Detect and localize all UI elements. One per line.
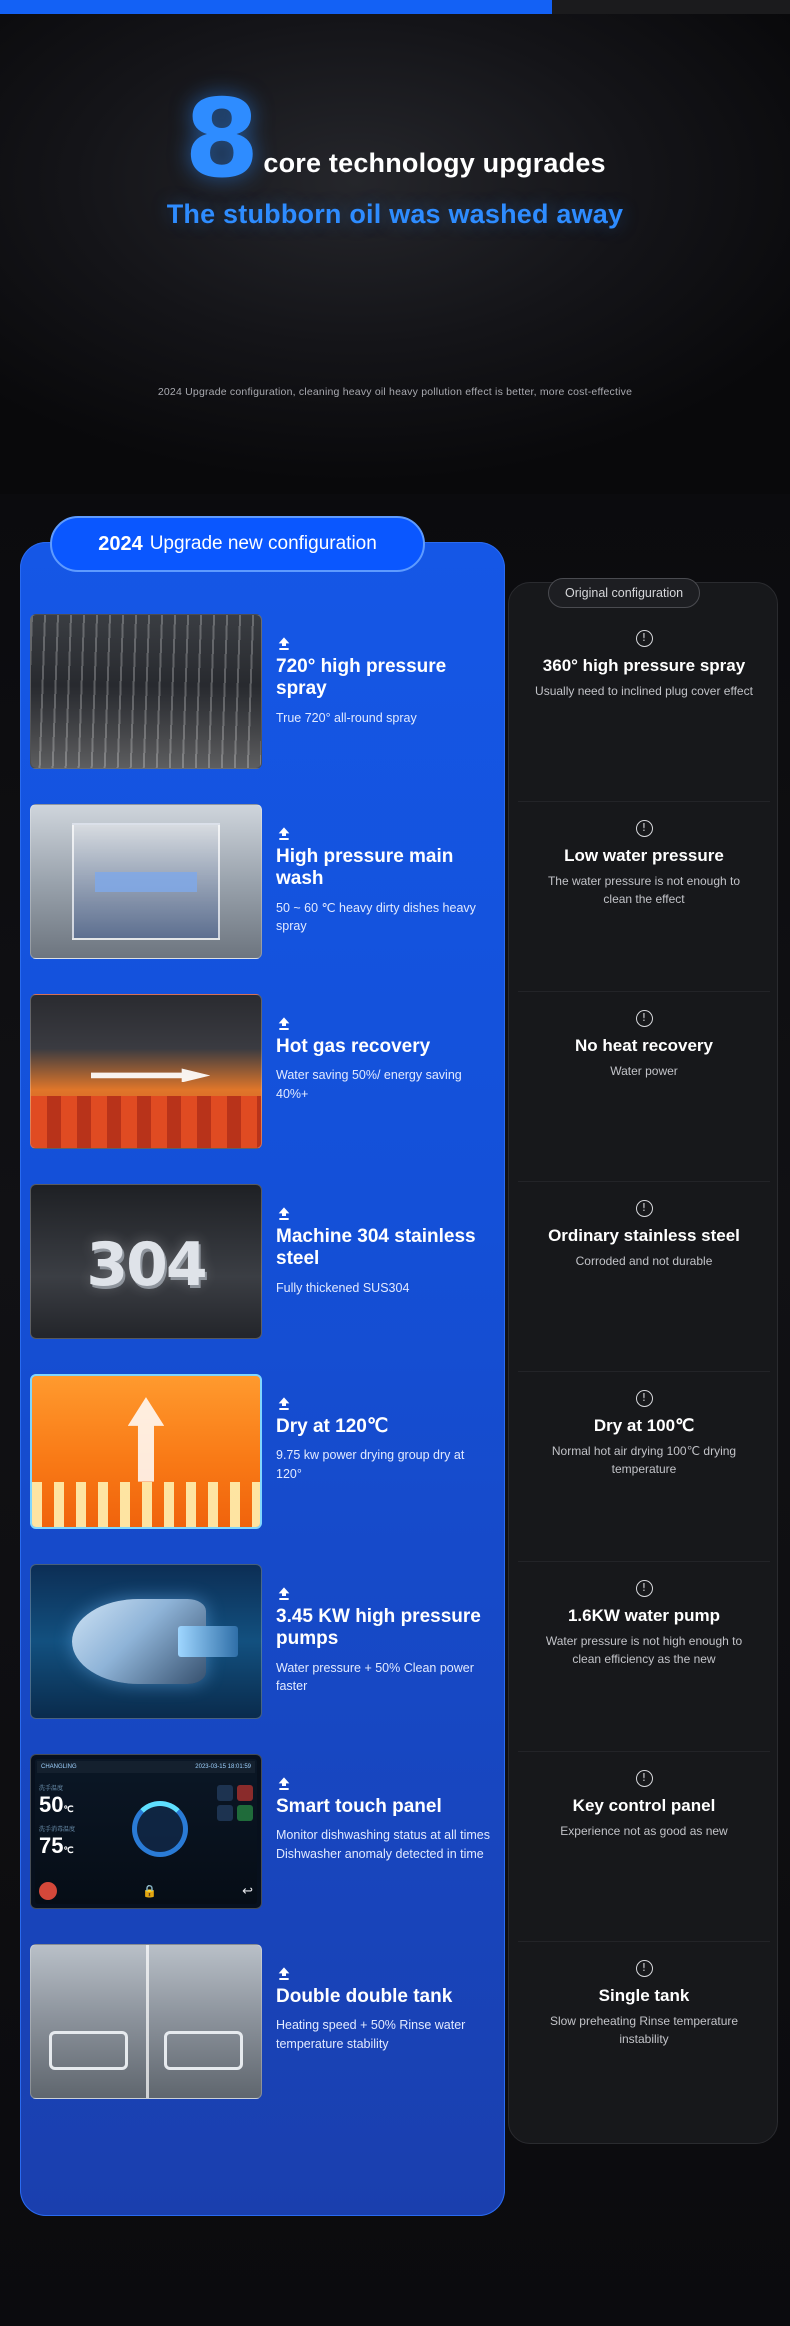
warning-icon: ! xyxy=(636,1200,653,1217)
list-item xyxy=(30,614,495,804)
new-configuration-year: 2024 xyxy=(98,532,143,555)
upgrade-arrow-icon xyxy=(276,1206,292,1222)
cycle-indicator-icon xyxy=(132,1801,188,1857)
list-item xyxy=(518,1752,770,1942)
play-button-icon xyxy=(39,1882,57,1900)
panel-readouts xyxy=(39,1783,75,1859)
feature-title: Double double tank xyxy=(276,1986,453,2007)
panel-label-top: 洗手温度 xyxy=(39,1786,64,1792)
old-feature-title: Key control panel xyxy=(572,1796,716,1815)
upgrade-arrow-icon xyxy=(276,1966,292,1982)
panel-value-top: 50℃ xyxy=(39,1792,74,1817)
panel-label-bottom: 洗手消毒温度 xyxy=(39,1827,76,1833)
upgrade-arrow-icon xyxy=(276,1586,292,1602)
old-feature-desc: The water pressure is not enough to clean the effect xyxy=(547,874,741,906)
panel-icon-3 xyxy=(217,1805,233,1821)
feature-text xyxy=(276,614,491,727)
old-feature-desc: Experience not as good as new xyxy=(560,1824,728,1839)
feature-desc: Fully thickened SUS304 xyxy=(276,1280,410,1295)
drying-heat-photo xyxy=(30,1374,262,1529)
upgrade-arrow-icon xyxy=(276,1776,292,1792)
old-feature-desc: Corroded and not durable xyxy=(575,1254,713,1269)
feature-desc: Water pressure + 50% Clean power faster xyxy=(276,1660,474,1693)
top-accent-bar xyxy=(0,0,790,14)
stainless-304-photo: 304 xyxy=(30,1184,262,1339)
hero-subheadline: The stubborn oil was washed away xyxy=(166,198,624,229)
list-item xyxy=(30,1754,495,1944)
feature-desc: 50 ~ 60 ℃ heavy dirty dishes heavy spray xyxy=(276,900,476,933)
feature-text xyxy=(276,994,491,1103)
old-feature-title: 1.6KW water pump xyxy=(567,1606,721,1625)
panel-brand: CHANGLING xyxy=(41,1764,77,1770)
warning-icon: ! xyxy=(636,1960,653,1977)
feature-title: 3.45 KW high pressure pumps xyxy=(276,1606,481,1650)
list-item xyxy=(30,1184,495,1374)
warning-icon: ! xyxy=(636,1770,653,1787)
list-item xyxy=(518,1942,770,2132)
feature-title: 720° high pressure spray xyxy=(276,656,447,700)
feature-title: Hot gas recovery xyxy=(276,1036,431,1057)
panel-timestamp: 2023-03-15 18:01:59 xyxy=(195,1764,251,1770)
warning-icon: ! xyxy=(636,630,653,647)
old-feature-desc: Normal hot air drying 100℃ drying temperature xyxy=(551,1444,737,1476)
list-item xyxy=(30,994,495,1184)
spray-jets-photo xyxy=(30,614,262,769)
water-pump-photo xyxy=(30,1564,262,1719)
heat-recovery-photo xyxy=(30,994,262,1149)
feature-title: High pressure main wash xyxy=(276,846,454,890)
hero-headline: core technology upgrades xyxy=(263,147,606,178)
original-configuration-badge: Original configuration xyxy=(548,578,700,608)
list-item xyxy=(30,804,495,994)
list-item xyxy=(30,1374,495,1564)
list-item xyxy=(518,612,770,802)
list-item xyxy=(518,802,770,992)
feature-text xyxy=(276,1944,491,2053)
old-feature-desc: Water power xyxy=(610,1064,678,1079)
feature-text xyxy=(276,1374,491,1483)
feature-text xyxy=(276,1184,491,1297)
panel-icon-grid xyxy=(217,1785,253,1821)
panel-value-bottom: 75℃ xyxy=(39,1833,74,1858)
top-accent-fill xyxy=(0,0,552,14)
lock-icon: 🔒 xyxy=(142,1884,158,1898)
old-feature-title: Single tank xyxy=(598,1986,690,2005)
back-arrow-icon: ↩ xyxy=(242,1883,253,1898)
old-feature-desc: Water pressure is not high enough to clean efficiency as the new xyxy=(545,1634,743,1666)
touch-panel-photo xyxy=(30,1754,262,1909)
feature-text xyxy=(276,1754,491,1863)
panel-statusbar xyxy=(37,1761,255,1773)
feature-title: Machine 304 stainless steel xyxy=(276,1226,476,1270)
warning-icon: ! xyxy=(636,1390,653,1407)
hero-line-one xyxy=(0,77,790,202)
hero-note: 2024 Upgrade configuration, cleaning heavy oil heavy pollution effect is better, more cost-effective xyxy=(157,386,633,398)
upgrade-arrow-icon xyxy=(276,1016,292,1032)
feature-title: Dry at 120℃ xyxy=(276,1416,389,1437)
panel-icon-4 xyxy=(237,1805,253,1821)
feature-title: Smart touch panel xyxy=(276,1796,442,1817)
list-item xyxy=(30,1944,495,2134)
new-feature-list xyxy=(30,614,495,2134)
upgrade-arrow-icon xyxy=(276,636,292,652)
upgrade-arrow-icon xyxy=(276,1396,292,1412)
hero-section xyxy=(0,14,790,494)
old-feature-desc: Usually need to inclined plug cover effect xyxy=(535,684,753,699)
feature-text xyxy=(276,1564,491,1695)
comparison-section xyxy=(0,494,790,2326)
warning-icon: ! xyxy=(636,1580,653,1597)
old-feature-desc: Slow preheating Rinse temperature instability xyxy=(549,2014,739,2046)
new-configuration-badge xyxy=(50,516,425,572)
new-configuration-label: Upgrade new configuration xyxy=(149,533,377,554)
original-feature-list xyxy=(518,612,770,2132)
upgrade-arrow-icon xyxy=(276,826,292,842)
old-feature-title: Dry at 100℃ xyxy=(593,1416,695,1435)
warning-icon: ! xyxy=(636,1010,653,1027)
list-item xyxy=(518,1372,770,1562)
hero-big-number: 8 xyxy=(184,77,258,202)
list-item xyxy=(518,992,770,1182)
warning-icon: ! xyxy=(636,820,653,837)
old-feature-title: No heat recovery xyxy=(575,1036,713,1055)
panel-icon-2 xyxy=(237,1785,253,1801)
old-feature-title: 360° high pressure spray xyxy=(542,656,746,675)
wash-chamber-photo xyxy=(30,804,262,959)
old-feature-title: Ordinary stainless steel xyxy=(548,1226,740,1245)
feature-desc: Water saving 50%/ energy saving 40%+ xyxy=(276,1068,462,1101)
panel-buttons xyxy=(39,1882,253,1900)
feature-desc: 9.75 kw power drying group dry at 120° xyxy=(276,1448,465,1481)
list-item xyxy=(518,1562,770,1752)
feature-desc: Monitor dishwashing status at all times Dishwasher anomaly detected in time xyxy=(276,1828,490,1861)
hero-heading-group xyxy=(0,77,790,230)
double-tank-photo xyxy=(30,1944,262,2099)
feature-text xyxy=(276,804,491,935)
feature-desc: Heating speed + 50% Rinse water temperature stability xyxy=(276,2018,466,2051)
feature-desc: True 720° all-round spray xyxy=(276,710,417,725)
list-item xyxy=(30,1564,495,1754)
list-item xyxy=(518,1182,770,1372)
old-feature-title: Low water pressure xyxy=(564,846,724,865)
panel-icon-1 xyxy=(217,1785,233,1801)
